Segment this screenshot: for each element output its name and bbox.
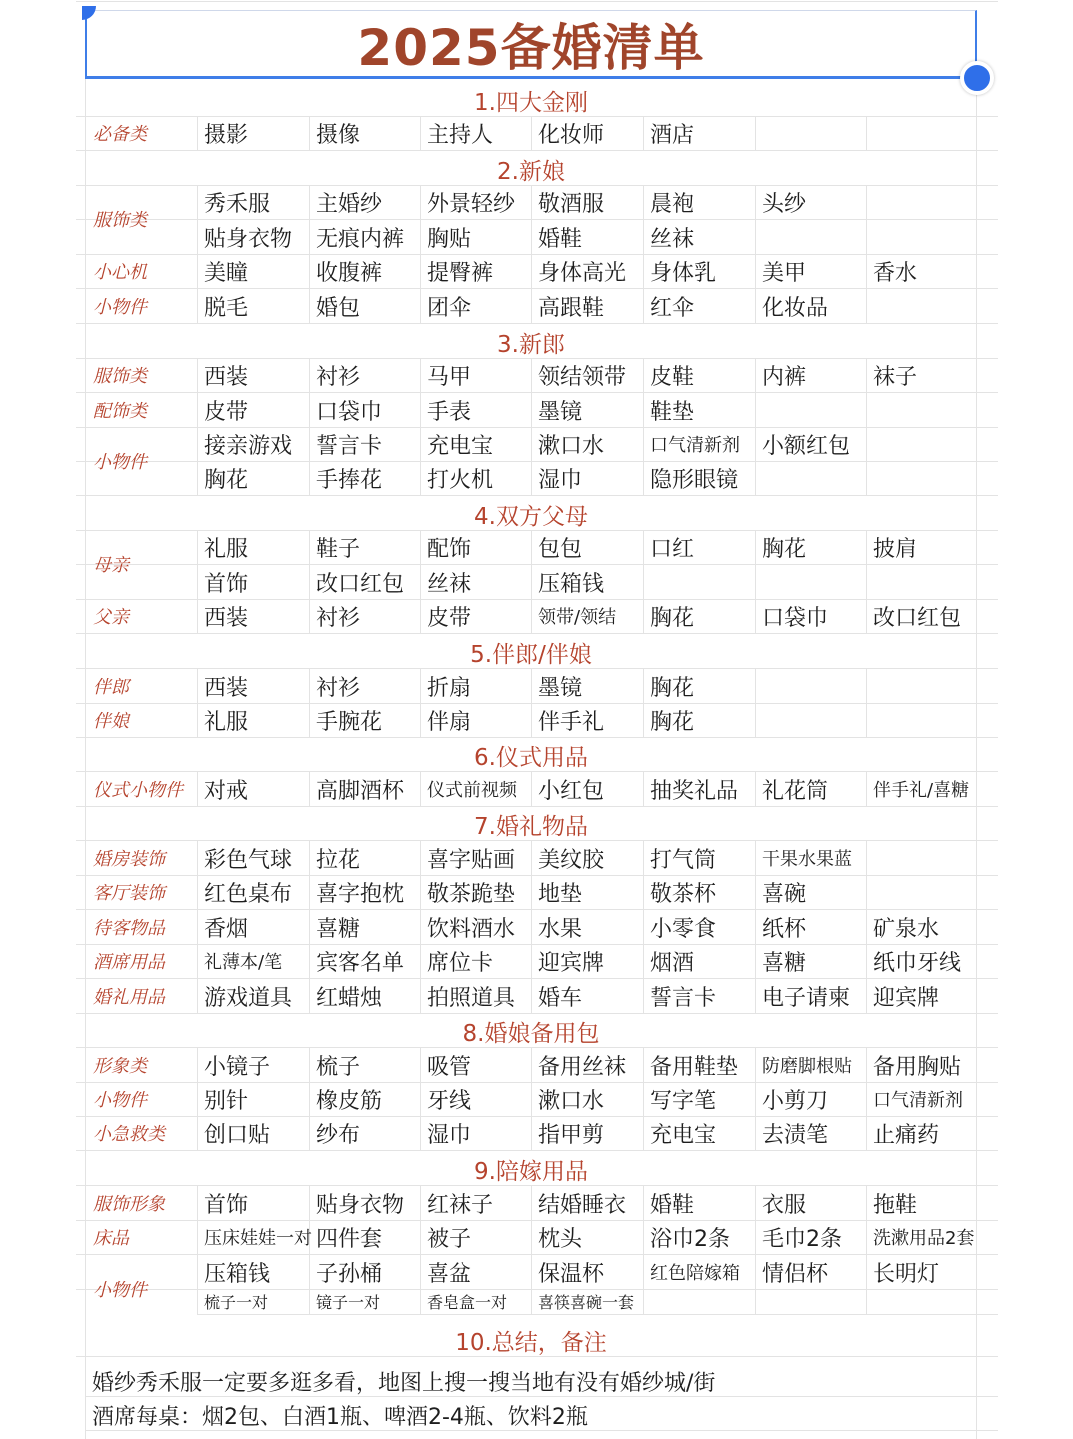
- grid-column-line: [197, 841, 198, 875]
- checklist-cell[interactable]: 马甲: [427, 364, 472, 390]
- checklist-cell[interactable]: 西装: [204, 364, 249, 390]
- checklist-cell[interactable]: 口袋巾: [316, 399, 383, 425]
- checklist-cell[interactable]: 鞋子: [316, 536, 361, 562]
- grid-column-line: [197, 910, 198, 944]
- checklist-cell[interactable]: 打气筒: [650, 847, 717, 873]
- checklist-cell[interactable]: 香水: [873, 260, 918, 286]
- grid-column-line: [197, 1220, 198, 1254]
- grid-column-line: [197, 1255, 198, 1289]
- checklist-cell[interactable]: 晨袍: [650, 191, 695, 217]
- category-label[interactable]: 小物件: [93, 297, 147, 318]
- checklist-cell[interactable]: 红袜子: [427, 1192, 494, 1218]
- grid-column-line: [197, 254, 198, 288]
- grid-row-line: [76, 150, 998, 151]
- checklist-cell[interactable]: 贴身衣物: [204, 226, 293, 252]
- checklist-cell[interactable]: 压床娃娃一对: [204, 1228, 312, 1249]
- checklist-cell[interactable]: 情侣杯: [762, 1261, 829, 1287]
- grid-row-line: [76, 737, 998, 738]
- checklist-cell[interactable]: 红色陪嫁箱: [650, 1263, 740, 1284]
- checklist-cell[interactable]: 别针: [204, 1088, 249, 1114]
- checklist-cell[interactable]: 酒店: [650, 122, 695, 148]
- checklist-cell[interactable]: 梳子一对: [204, 1292, 269, 1312]
- checklist-cell[interactable]: 洗漱用品2套: [873, 1228, 975, 1249]
- checklist-cell[interactable]: 梳子: [316, 1054, 361, 1080]
- checklist-cell[interactable]: 被子: [427, 1226, 472, 1252]
- checklist-cell[interactable]: 墨镜: [538, 399, 583, 425]
- checklist-cell[interactable]: 地垫: [538, 881, 583, 907]
- checklist-cell[interactable]: 充电宝: [427, 433, 494, 459]
- checklist-cell[interactable]: 贴身衣物: [316, 1192, 405, 1218]
- checklist-cell[interactable]: 折扇: [427, 675, 472, 701]
- checklist-cell[interactable]: 胸贴: [427, 226, 472, 252]
- checklist-cell[interactable]: 湿巾: [427, 1122, 472, 1148]
- checklist-cell[interactable]: 喜字贴画: [427, 847, 516, 873]
- category-label[interactable]: 小物件: [93, 1090, 147, 1111]
- grid-column-line: [197, 289, 198, 323]
- checklist-cell[interactable]: 头纱: [762, 191, 807, 217]
- checklist-cell[interactable]: 防磨脚根贴: [762, 1056, 852, 1077]
- checklist-cell[interactable]: 写字笔: [650, 1088, 717, 1114]
- checklist-cell[interactable]: 干果水果蓝: [762, 849, 852, 870]
- grid-column-line: [197, 875, 198, 909]
- checklist-cell[interactable]: 纸杯: [762, 916, 807, 942]
- checklist-cell[interactable]: 主持人: [427, 122, 494, 148]
- grid-row-line: [76, 1013, 998, 1014]
- checklist-cell[interactable]: 伴扇: [427, 709, 472, 735]
- checklist-cell[interactable]: 席位卡: [427, 950, 494, 976]
- checklist-cell[interactable]: 主婚纱: [316, 191, 383, 217]
- grid-row-line: [76, 633, 998, 634]
- checklist-cell[interactable]: 矿泉水: [873, 916, 940, 942]
- checklist-cell[interactable]: 提臀裤: [427, 260, 494, 286]
- checklist-cell[interactable]: 橡皮筋: [316, 1088, 383, 1114]
- checklist-cell[interactable]: 化妆品: [762, 295, 829, 321]
- checklist-cell[interactable]: 止痛药: [873, 1122, 940, 1148]
- checklist-cell[interactable]: 秀禾服: [204, 191, 271, 217]
- checklist-cell[interactable]: 包包: [538, 536, 583, 562]
- checklist-cell[interactable]: 无痕内裤: [316, 226, 405, 252]
- checklist-cell[interactable]: 收腹裤: [316, 260, 383, 286]
- checklist-cell[interactable]: 皮鞋: [650, 364, 695, 390]
- checklist-cell[interactable]: 西装: [204, 675, 249, 701]
- checklist-cell[interactable]: 接亲游戏: [204, 433, 293, 459]
- checklist-cell[interactable]: 手腕花: [316, 709, 383, 735]
- checklist-cell[interactable]: 手捧花: [316, 467, 383, 493]
- grid-column-line: [197, 358, 198, 392]
- checklist-cell[interactable]: 胸花: [650, 709, 695, 735]
- checklist-cell[interactable]: 喜糖: [316, 916, 361, 942]
- category-label[interactable]: 服饰类: [93, 366, 147, 387]
- checklist-cell[interactable]: 礼薄本/笔: [204, 952, 283, 973]
- grid-column-line: [197, 772, 198, 806]
- category-label[interactable]: 酒席用品: [93, 952, 165, 973]
- checklist-cell[interactable]: 披肩: [873, 536, 918, 562]
- checklist-cell[interactable]: 衬衫: [316, 605, 361, 631]
- section-title[interactable]: 2.新娘: [497, 159, 565, 185]
- checklist-cell[interactable]: 备用鞋垫: [650, 1054, 739, 1080]
- checklist-cell[interactable]: 伴手礼/喜糖: [873, 780, 970, 801]
- checklist-cell[interactable]: 改口红包: [873, 605, 962, 631]
- checklist-cell[interactable]: 电子请柬: [762, 985, 851, 1011]
- checklist-cell[interactable]: 口红: [650, 536, 695, 562]
- checklist-cell[interactable]: 衬衫: [316, 364, 361, 390]
- checklist-cell[interactable]: 拍照道具: [427, 985, 516, 1011]
- grid-column-line: [866, 565, 867, 599]
- checklist-cell[interactable]: 鞋垫: [650, 399, 695, 425]
- checklist-cell[interactable]: 胸花: [762, 536, 807, 562]
- category-label[interactable]: 必备类: [93, 124, 147, 145]
- checklist-cell[interactable]: 指甲剪: [538, 1122, 605, 1148]
- checklist-cell[interactable]: 水果: [538, 916, 583, 942]
- checklist-cell[interactable]: 口袋巾: [762, 605, 829, 631]
- checklist-cell[interactable]: 改口红包: [316, 571, 405, 597]
- note-line-1[interactable]: 婚纱秀禾服一定要多逛多看，地图上搜一搜当地有没有婚纱城/街: [92, 1370, 716, 1396]
- checklist-cell[interactable]: 首饰: [204, 571, 249, 597]
- grid-column-line: [755, 1289, 756, 1314]
- category-label[interactable]: 服饰形象: [93, 1194, 165, 1215]
- grid-column-line: [197, 1116, 198, 1150]
- checklist-cell[interactable]: 拖鞋: [873, 1192, 918, 1218]
- grid-row-line: [76, 323, 998, 324]
- checklist-cell[interactable]: 团伞: [427, 295, 472, 321]
- section-title[interactable]: 4.双方父母: [474, 504, 588, 530]
- checklist-cell[interactable]: 毛巾2条: [762, 1226, 842, 1252]
- checklist-cell[interactable]: 礼服: [204, 536, 249, 562]
- checklist-cell[interactable]: 打火机: [427, 467, 494, 493]
- grid-column-line: [866, 461, 867, 495]
- checklist-cell[interactable]: 红伞: [650, 295, 695, 321]
- checklist-cell[interactable]: 压箱钱: [538, 571, 605, 597]
- category-label[interactable]: 床品: [93, 1228, 129, 1249]
- section-title[interactable]: 1.四大金刚: [474, 90, 588, 116]
- checklist-cell[interactable]: 漱口水: [538, 1088, 605, 1114]
- checklist-cell[interactable]: 红色桌布: [204, 881, 293, 907]
- grid-column-line: [197, 116, 198, 150]
- grid-column-line: [866, 220, 867, 254]
- section-title[interactable]: 8.婚娘备用包: [462, 1021, 600, 1047]
- checklist-cell[interactable]: 烟酒: [650, 950, 695, 976]
- category-label[interactable]: 父亲: [93, 607, 129, 628]
- checklist-cell[interactable]: 饮料酒水: [427, 916, 516, 942]
- checklist-cell[interactable]: 抽奖礼品: [650, 778, 739, 804]
- checklist-cell[interactable]: 压箱钱: [204, 1261, 271, 1287]
- checklist-cell[interactable]: 身体乳: [650, 260, 717, 286]
- category-label[interactable]: 母亲: [93, 555, 129, 576]
- category-label[interactable]: 小心机: [93, 262, 147, 283]
- checklist-cell[interactable]: 去渍笔: [762, 1122, 829, 1148]
- category-label[interactable]: 婚房装饰: [93, 849, 165, 870]
- checklist-cell[interactable]: 化妆师: [538, 122, 605, 148]
- section-title[interactable]: 10.总结，备注: [455, 1330, 607, 1356]
- note-line-2[interactable]: 酒席每桌：烟2包、白酒1瓶、啤酒2-4瓶、饮料2瓶: [92, 1404, 588, 1430]
- checklist-cell[interactable]: 子孙桶: [316, 1261, 383, 1287]
- grid-column-line: [197, 220, 198, 254]
- checklist-cell[interactable]: 拉花: [316, 847, 361, 873]
- checklist-cell[interactable]: 外景轻纱: [427, 191, 516, 217]
- grid-column-line: [197, 979, 198, 1013]
- checklist-cell[interactable]: 仪式前视频: [427, 780, 517, 801]
- checklist-cell[interactable]: 胸花: [650, 675, 695, 701]
- checklist-cell[interactable]: 胸花: [650, 605, 695, 631]
- grid-column-line: [197, 703, 198, 737]
- category-label[interactable]: 形象类: [93, 1056, 147, 1077]
- checklist-cell[interactable]: 喜筷喜碗一套: [538, 1292, 635, 1312]
- checklist-cell[interactable]: 丝袜: [650, 226, 695, 252]
- category-label[interactable]: 仪式小物件: [93, 780, 183, 801]
- category-label[interactable]: 伴郎: [93, 677, 129, 698]
- checklist-cell[interactable]: 四件套: [316, 1226, 383, 1252]
- grid-column-line: [197, 461, 198, 495]
- checklist-cell[interactable]: 高脚酒杯: [316, 778, 405, 804]
- grid-column-line: [197, 565, 198, 599]
- category-label[interactable]: 服饰类: [93, 210, 147, 231]
- category-label[interactable]: 婚礼用品: [93, 987, 165, 1008]
- checklist-cell[interactable]: 游戏道具: [204, 985, 293, 1011]
- checklist-cell[interactable]: 敬茶跪垫: [427, 881, 516, 907]
- checklist-cell[interactable]: 袜子: [873, 364, 918, 390]
- checklist-cell[interactable]: 镜子一对: [316, 1292, 381, 1312]
- checklist-cell[interactable]: 手表: [427, 399, 472, 425]
- checklist-cell[interactable]: 湿巾: [538, 467, 583, 493]
- grid-column-line: [197, 530, 198, 564]
- grid-column-line: [197, 1289, 198, 1314]
- grid-row-line: [197, 1314, 998, 1315]
- checklist-cell[interactable]: 敬酒服: [538, 191, 605, 217]
- checklist-cell[interactable]: 礼服: [204, 709, 249, 735]
- checklist-cell[interactable]: 结婚睡衣: [538, 1192, 627, 1218]
- checklist-cell[interactable]: 充电宝: [650, 1122, 717, 1148]
- checklist-cell[interactable]: 小镜子: [204, 1054, 271, 1080]
- checklist-cell[interactable]: 小红包: [538, 778, 605, 804]
- checklist-cell[interactable]: 纱布: [316, 1122, 361, 1148]
- checklist-cell[interactable]: 领带/领结: [538, 607, 617, 628]
- checklist-cell[interactable]: 彩色气球: [204, 847, 293, 873]
- checklist-cell[interactable]: 内裤: [762, 364, 807, 390]
- grid-column-line: [866, 669, 867, 703]
- grid-row-line: [76, 495, 998, 496]
- checklist-cell[interactable]: 迎宾牌: [538, 950, 605, 976]
- grid-row-line: [76, 1, 998, 2]
- checklist-cell[interactable]: 喜盆: [427, 1261, 472, 1287]
- grid-column-line: [866, 393, 867, 427]
- category-label[interactable]: 小物件: [93, 1280, 147, 1301]
- checklist-cell[interactable]: 长明灯: [873, 1261, 940, 1287]
- checklist-cell[interactable]: 敬茶杯: [650, 881, 717, 907]
- checklist-cell[interactable]: 首饰: [204, 1192, 249, 1218]
- checklist-cell[interactable]: 墨镜: [538, 675, 583, 701]
- grid-column-line: [197, 599, 198, 633]
- checklist-cell[interactable]: 摄像: [316, 122, 361, 148]
- checklist-cell[interactable]: 口气清新剂: [650, 435, 740, 456]
- checklist-cell[interactable]: 吸管: [427, 1054, 472, 1080]
- checklist-cell[interactable]: 配饰: [427, 536, 472, 562]
- grid-column-line: [866, 1289, 867, 1314]
- checklist-cell[interactable]: 纸巾牙线: [873, 950, 962, 976]
- checklist-cell[interactable]: 婚包: [316, 295, 361, 321]
- grid-column-line: [197, 944, 198, 978]
- checklist-cell[interactable]: 喜碗: [762, 881, 807, 907]
- checklist-cell[interactable]: 喜字抱枕: [316, 881, 405, 907]
- checklist-cell[interactable]: 衣服: [762, 1192, 807, 1218]
- checklist-cell[interactable]: 美瞳: [204, 260, 249, 286]
- checklist-cell[interactable]: 备用丝袜: [538, 1054, 627, 1080]
- category-label[interactable]: 待客物品: [93, 918, 165, 939]
- grid-row-line: [76, 1150, 998, 1151]
- checklist-cell[interactable]: 隐形眼镜: [650, 467, 739, 493]
- checklist-cell[interactable]: 喜糖: [762, 950, 807, 976]
- checklist-cell[interactable]: 小剪刀: [762, 1088, 829, 1114]
- checklist-cell[interactable]: 身体高光: [538, 260, 627, 286]
- checklist-cell[interactable]: 衬衫: [316, 675, 361, 701]
- category-label[interactable]: 小物件: [93, 452, 147, 473]
- checklist-cell[interactable]: 迎宾牌: [873, 985, 940, 1011]
- checklist-cell[interactable]: 枕头: [538, 1226, 583, 1252]
- checklist-cell[interactable]: 浴巾2条: [650, 1226, 730, 1252]
- checklist-cell[interactable]: 礼花筒: [762, 778, 829, 804]
- checklist-cell[interactable]: 婚鞋: [538, 226, 583, 252]
- grid-row-line: [76, 806, 998, 807]
- checklist-cell[interactable]: 备用胸贴: [873, 1054, 962, 1080]
- checklist-cell[interactable]: 丝袜: [427, 571, 472, 597]
- title-cell[interactable]: [85, 10, 977, 79]
- grid-column-line: [197, 1082, 198, 1116]
- checklist-cell[interactable]: 高跟鞋: [538, 295, 605, 321]
- checklist-cell[interactable]: 脱毛: [204, 295, 249, 321]
- checklist-cell[interactable]: 香皂盒一对: [427, 1292, 508, 1312]
- checklist-cell[interactable]: 婚鞋: [650, 1192, 695, 1218]
- grid-column-line: [197, 1048, 198, 1082]
- checklist-cell[interactable]: 宾客名单: [316, 950, 405, 976]
- checklist-cell[interactable]: 美甲: [762, 260, 807, 286]
- category-label[interactable]: 伴娘: [93, 711, 129, 732]
- section-title[interactable]: 6.仪式用品: [474, 745, 588, 771]
- checklist-cell[interactable]: 西装: [204, 605, 249, 631]
- checklist-cell[interactable]: 誓言卡: [316, 433, 383, 459]
- grid-column-line: [866, 116, 867, 150]
- checklist-cell[interactable]: 红蜡烛: [316, 985, 383, 1011]
- checklist-cell[interactable]: 摄影: [204, 122, 249, 148]
- checklist-cell[interactable]: 美纹胶: [538, 847, 605, 873]
- grid-column-line: [197, 427, 198, 461]
- checklist-cell[interactable]: 保温杯: [538, 1261, 605, 1287]
- category-label[interactable]: 客厅装饰: [93, 883, 165, 904]
- checklist-cell[interactable]: 香烟: [204, 916, 249, 942]
- checklist-cell[interactable]: 胸花: [204, 467, 249, 493]
- category-label[interactable]: 小急救类: [93, 1124, 165, 1145]
- grid-column-line: [866, 703, 867, 737]
- category-label[interactable]: 配饰类: [93, 401, 147, 422]
- section-title[interactable]: 3.新郎: [497, 332, 565, 358]
- checklist-cell[interactable]: 对戒: [204, 778, 249, 804]
- section-title[interactable]: 5.伴郎/伴娘: [470, 642, 592, 668]
- grid-column-line: [197, 393, 198, 427]
- grid-column-line: [197, 185, 198, 219]
- checklist-cell[interactable]: 皮带: [427, 605, 472, 631]
- checklist-cell[interactable]: 小额红包: [762, 433, 851, 459]
- checklist-cell[interactable]: 领结领带: [538, 364, 627, 390]
- checklist-cell[interactable]: 伴手礼: [538, 709, 605, 735]
- checklist-cell[interactable]: 婚车: [538, 985, 583, 1011]
- grid-column-line: [197, 1186, 198, 1220]
- section-title[interactable]: 7.婚礼物品: [474, 814, 588, 840]
- checklist-cell[interactable]: 口气清新剂: [873, 1090, 963, 1111]
- grid-column-line: [197, 669, 198, 703]
- checklist-cell[interactable]: 皮带: [204, 399, 249, 425]
- page-title: 2025备婚清单: [357, 18, 705, 77]
- grid-column-line: [755, 565, 756, 599]
- section-title[interactable]: 9.陪嫁用品: [474, 1159, 588, 1185]
- checklist-cell[interactable]: 誓言卡: [650, 985, 717, 1011]
- checklist-cell[interactable]: 牙线: [427, 1088, 472, 1114]
- checklist-cell[interactable]: 小零食: [650, 916, 717, 942]
- checklist-cell[interactable]: 漱口水: [538, 433, 605, 459]
- checklist-cell[interactable]: 创口贴: [204, 1122, 271, 1148]
